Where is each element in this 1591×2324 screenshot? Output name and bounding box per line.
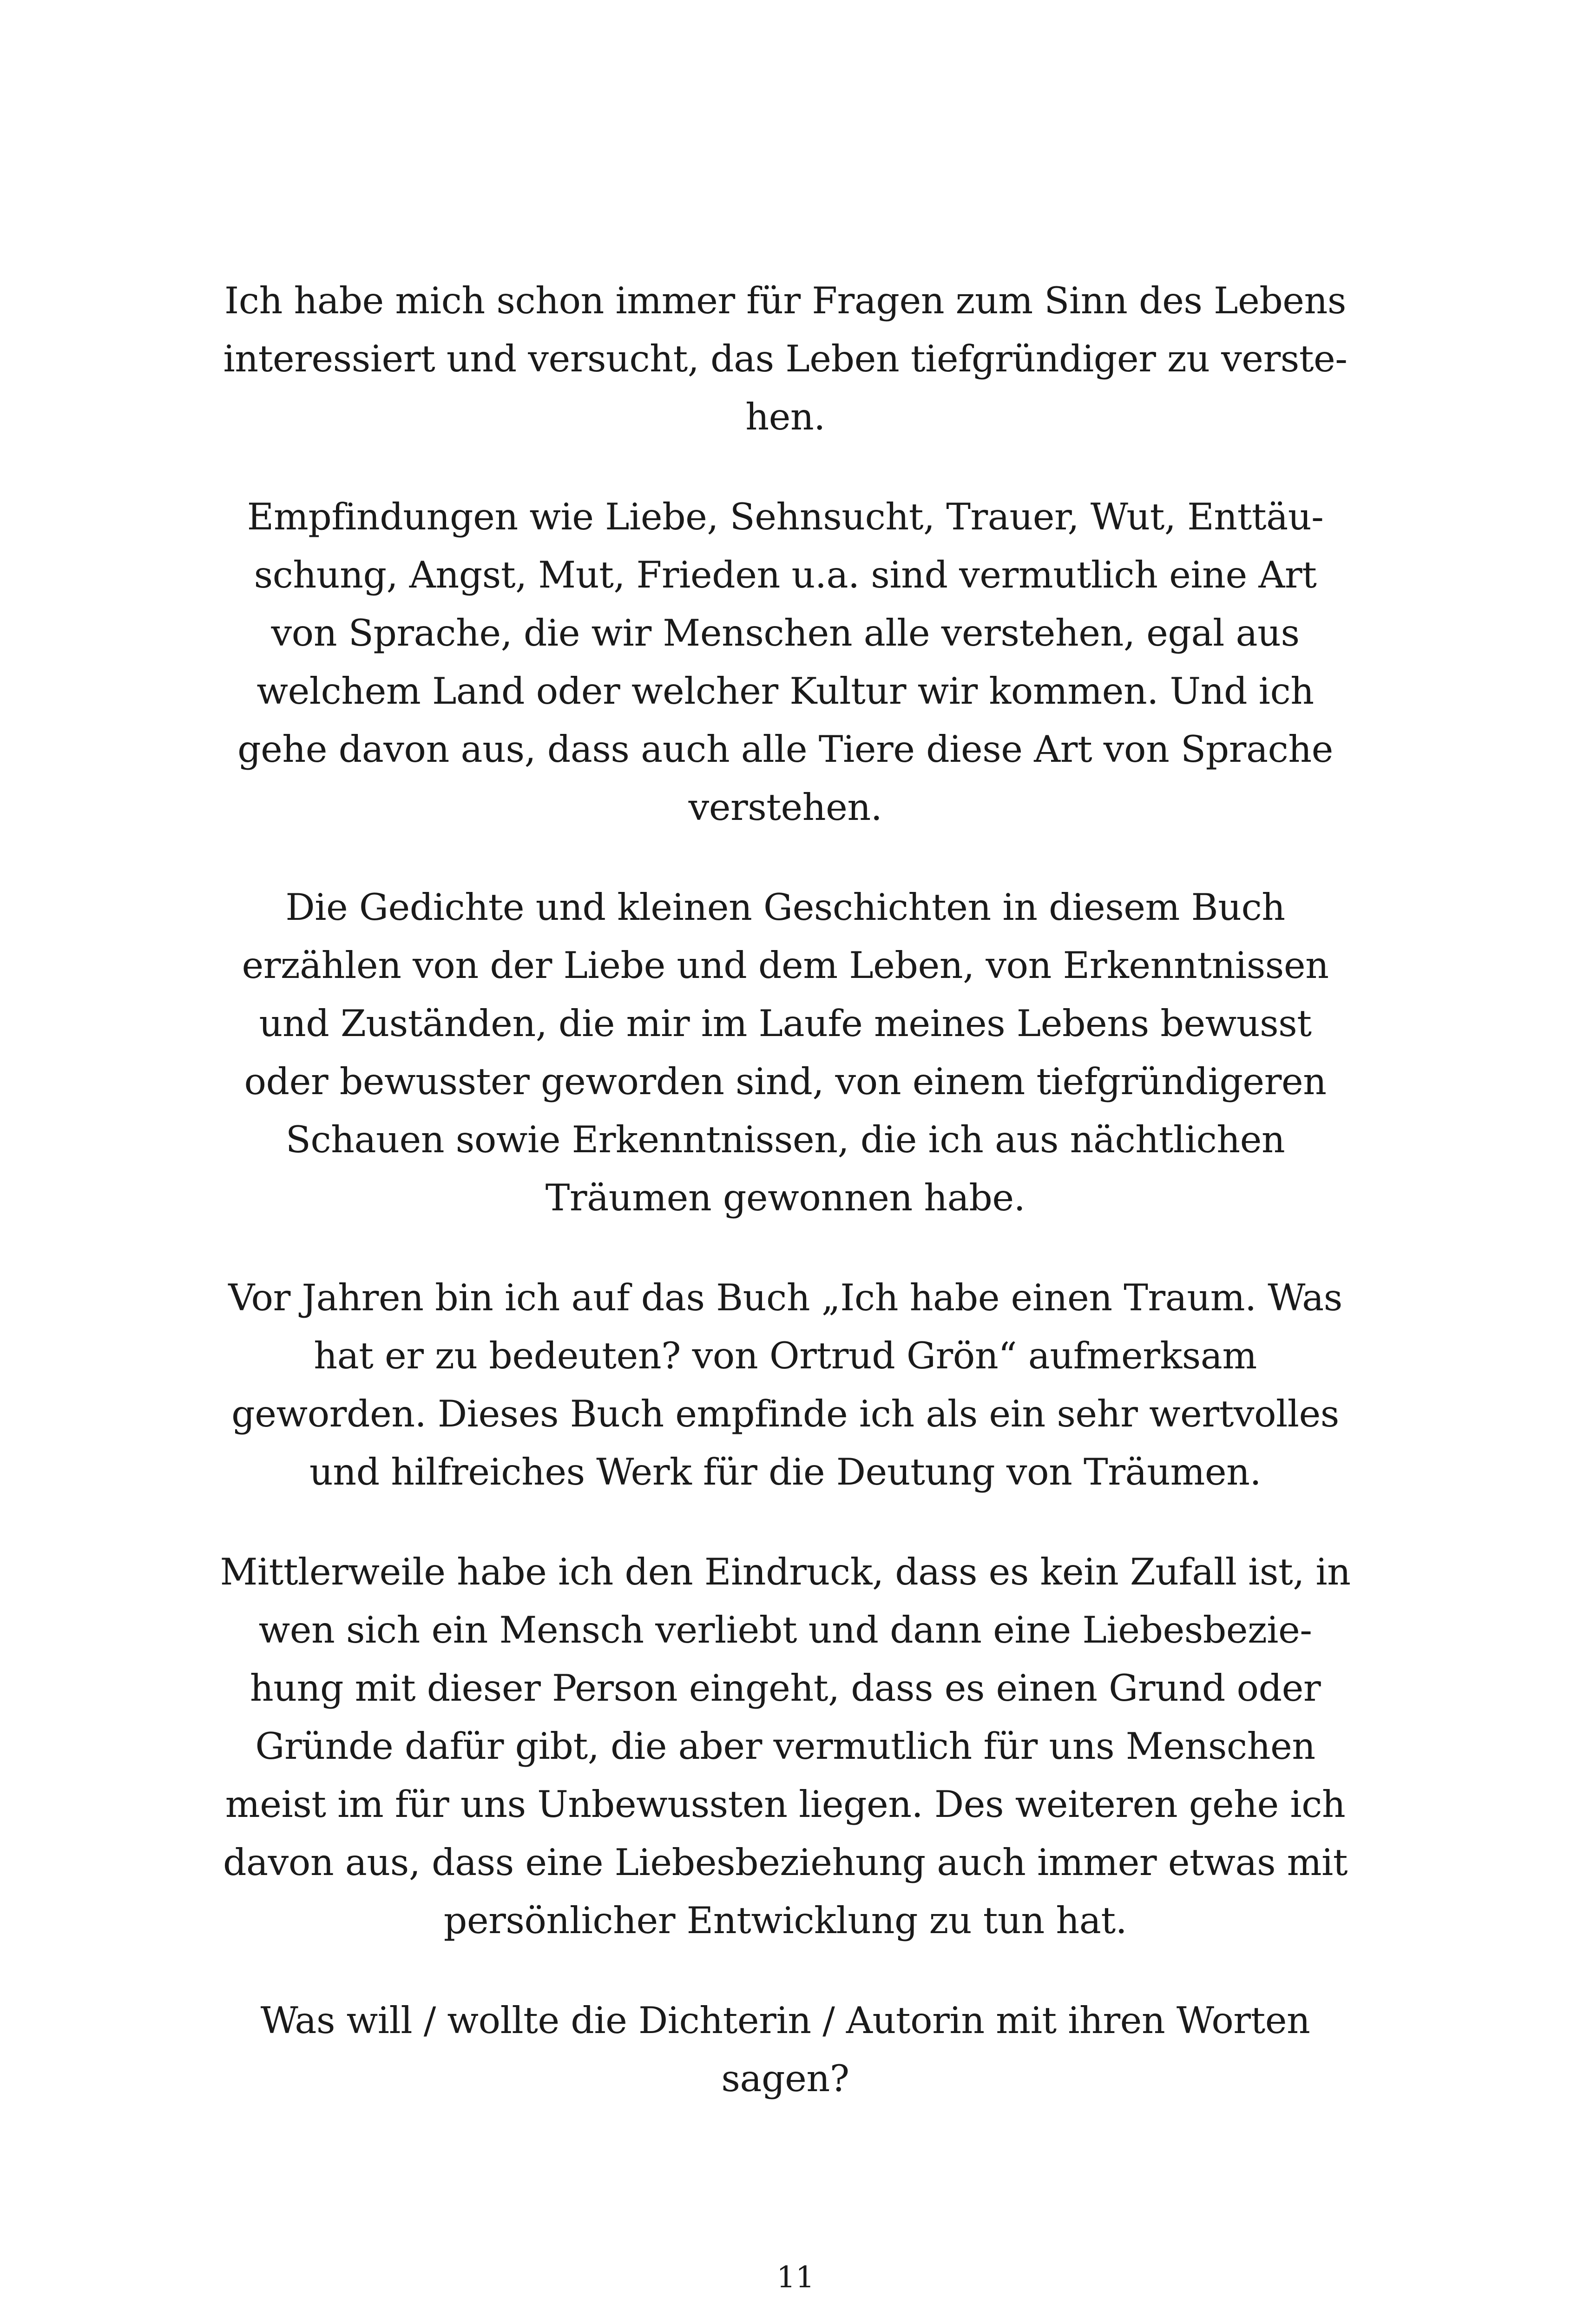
text-line: erzählen von der Liebe und dem Leben, von Erkenntnissen — [242, 944, 1329, 987]
text-line: Mittlerweile habe ich den Eindruck, dass es kein Zufall ist, in — [220, 1551, 1351, 1593]
text-line: Träumen gewonnen habe. — [545, 1176, 1026, 1219]
text-line: gehe davon aus, dass auch alle Tiere diese Art von Sprache — [237, 728, 1333, 771]
text-line: verstehen. — [688, 786, 882, 829]
paragraph-5 — [218, 1543, 1352, 1950]
paragraph-2 — [218, 488, 1352, 837]
text-line: davon aus, dass eine Liebesbeziehung auch immer etwas mit — [223, 1841, 1348, 1884]
paragraph-6 — [218, 1992, 1352, 2108]
text-line: Die Gedichte und kleinen Geschichten in diesem Buch — [285, 886, 1285, 929]
text-line: Ich habe mich schon immer für Fragen zum Sinn des Lebens — [224, 279, 1346, 322]
text-line: geworden. Dieses Buch empfinde ich als ein sehr wertvolles — [231, 1393, 1339, 1435]
body-text — [218, 272, 1352, 2108]
text-line: wen sich ein Mensch verliebt und dann eine Liebesbezie- — [258, 1609, 1312, 1651]
paragraph-3 — [218, 878, 1352, 1227]
text-line: interessiert und versucht, das Leben tiefgründiger zu verste- — [223, 337, 1348, 380]
text-line: hat er zu bedeuten? von Ortrud Grön“ aufmerksam — [314, 1334, 1257, 1377]
paragraph-1 — [218, 272, 1352, 446]
text-line: und hilfreiches Werk für die Deutung von Träumen. — [309, 1451, 1262, 1493]
text-line: Vor Jahren bin ich auf das Buch „Ich habe einen Traum. Was — [228, 1276, 1342, 1319]
text-line: oder bewusster geworden sind, von einem tiefgründigeren — [244, 1060, 1327, 1103]
text-line: und Zuständen, die mir im Laufe meines Lebens bewusst — [259, 1002, 1312, 1045]
text-line: persönlicher Entwicklung zu tun hat. — [443, 1899, 1127, 1942]
text-line: hen. — [745, 396, 825, 438]
text-line: hung mit dieser Person eingeht, dass es einen Grund oder — [250, 1667, 1321, 1710]
text-line: meist im für uns Unbewussten liegen. Des weiteren gehe ich — [225, 1783, 1346, 1826]
paragraph-4 — [218, 1269, 1352, 1501]
text-line: von Sprache, die wir Menschen alle verstehen, egal aus — [271, 612, 1300, 654]
text-line: sagen? — [721, 2057, 849, 2100]
page-number: 11 — [776, 2260, 815, 2295]
text-line: Was will / wollte die Dichterin / Autorin mit ihren Worten — [260, 1999, 1310, 2042]
text-line: schung, Angst, Mut, Frieden u.a. sind vermutlich eine Art — [254, 554, 1317, 596]
text-line: Gründe dafür gibt, die aber vermutlich für uns Menschen — [255, 1725, 1315, 1768]
text-line: Schauen sowie Erkenntnissen, die ich aus nächtlichen — [285, 1118, 1285, 1161]
text-line: welchem Land oder welcher Kultur wir kommen. Und ich — [256, 670, 1314, 713]
text-line: Empfindungen wie Liebe, Sehnsucht, Trauer, Wut, Enttäu- — [247, 495, 1324, 538]
